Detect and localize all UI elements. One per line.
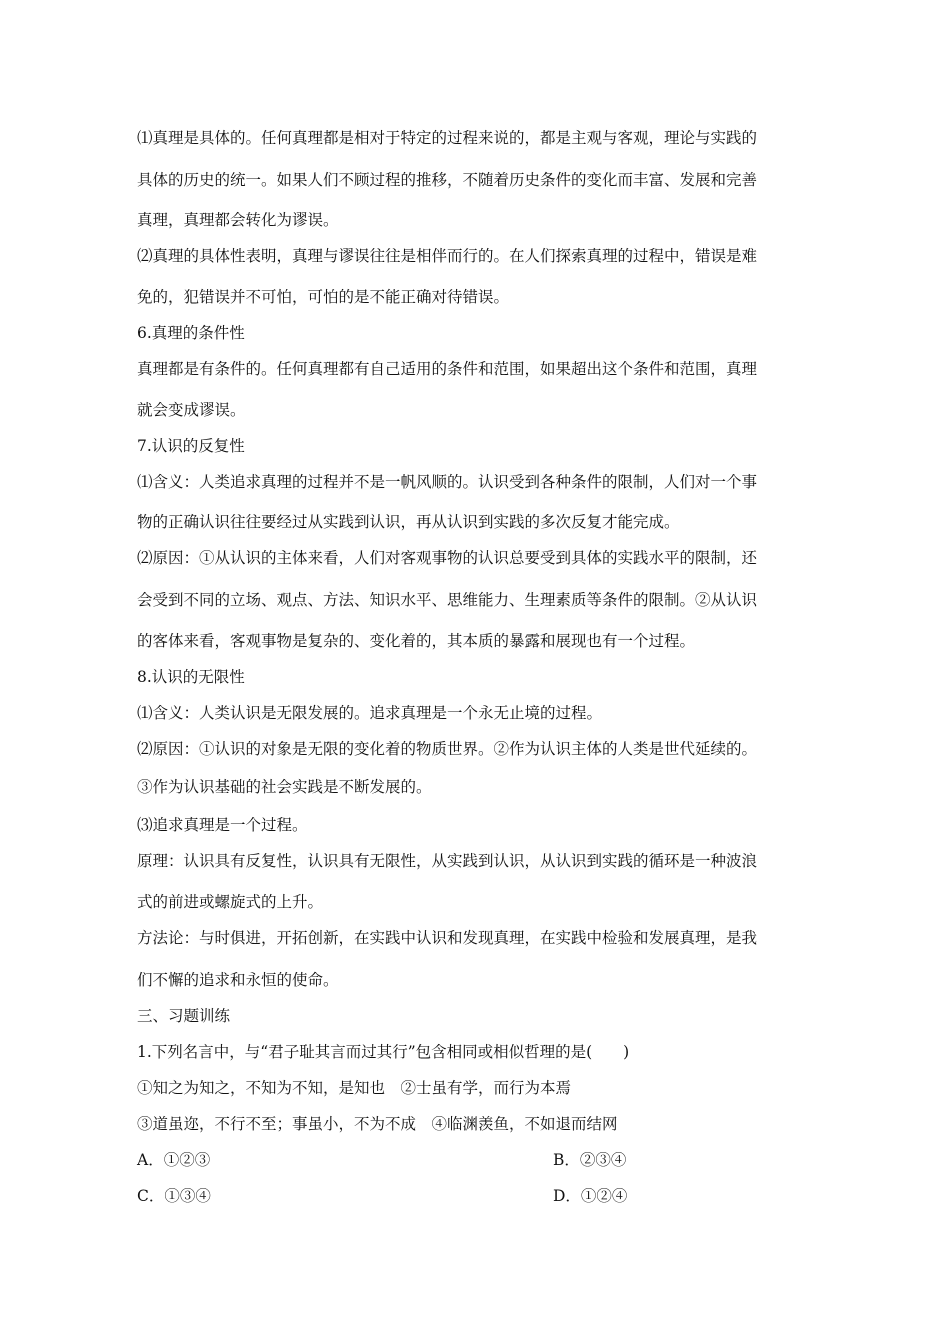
option-d: D．①②④ — [553, 1187, 628, 1205]
methodology-line: 们不懈的追求和永恒的使命。 — [137, 971, 339, 989]
option-a: A．①②③ — [137, 1151, 211, 1169]
question-stem: 1.下列名言中，与“君子耻其言而过其行”包含相同或相似哲理的是( ) — [137, 1043, 630, 1061]
paragraph-line: ⑵原因：①从认识的主体来看，人们对客观事物的认识总要受到具体的实践水平的限制，还 — [137, 549, 758, 567]
methodology-line: 方法论：与时俱进，开拓创新，在实践中认识和发现真理，在实践中检验和发展真理，是我 — [137, 929, 758, 947]
paragraph-line: 物的正确认识往往要经过从实践到认识，再从认识到实践的多次反复才能完成。 — [137, 513, 680, 531]
paragraph-line: 免的，犯错误并不可怕，可怕的是不能正确对待错误。 — [137, 288, 510, 306]
paragraph-line: ⑴含义：人类追求真理的过程并不是一帆风顺的。认识受到各种条件的限制，人们对一个事 — [137, 473, 758, 491]
paragraph-line: 真理都是有条件的。任何真理都有自己适用的条件和范围，如果超出这个条件和范围，真理 — [137, 360, 758, 378]
paragraph-line: 具体的历史的统一。如果人们不顾过程的推移，不随着历史条件的变化而丰富、发展和完善 — [137, 171, 758, 189]
paragraph-line: 真理，真理都会转化为谬误。 — [137, 211, 339, 229]
principle-line: 式的前进或螺旋式的上升。 — [137, 893, 324, 911]
question-items: ①知之为知之，不知为不知，是知也 ②士虽有学，而行为本焉 — [137, 1079, 572, 1097]
section-heading: 6.真理的条件性 — [137, 324, 245, 342]
option-b: B．②③④ — [553, 1151, 627, 1169]
principle-line: 原理：认识具有反复性，认识具有无限性，从实践到认识，从认识到实践的循环是一种波浪 — [137, 852, 758, 870]
paragraph-line: ⑵原因：①认识的对象是无限的变化着的物质世界。②作为认识主体的人类是世代延续的。 — [137, 740, 758, 758]
paragraph-line: 会受到不同的立场、观点、方法、知识水平、思维能力、生理素质等条件的限制。②从认识 — [137, 591, 758, 609]
paragraph-line: 就会变成谬误。 — [137, 401, 246, 419]
paragraph-line: ⑴真理是具体的。任何真理都是相对于特定的过程来说的，都是主观与客观，理论与实践的 — [137, 129, 758, 147]
option-c: C．①③④ — [137, 1187, 211, 1205]
paragraph-line: ③作为认识基础的社会实践是不断发展的。 — [137, 778, 432, 796]
paragraph-line: ⑶追求真理是一个过程。 — [137, 816, 308, 834]
paragraph-line: 的客体来看，客观事物是复杂的、变化着的，其本质的暴露和展现也有一个过程。 — [137, 632, 696, 650]
section-heading: 8.认识的无限性 — [137, 668, 245, 686]
paragraph-line: ⑵真理的具体性表明，真理与谬误往往是相伴而行的。在人们探索真理的过程中，错误是难 — [137, 247, 758, 265]
paragraph-line: ⑴含义：人类认识是无限发展的。追求真理是一个永无止境的过程。 — [137, 704, 603, 722]
section-heading: 三、习题训练 — [137, 1007, 231, 1025]
section-heading: 7.认识的反复性 — [137, 437, 245, 455]
question-items: ③道虽迩，不行不至；事虽小，不为不成 ④临渊羡鱼，不如退而结网 — [137, 1115, 618, 1133]
